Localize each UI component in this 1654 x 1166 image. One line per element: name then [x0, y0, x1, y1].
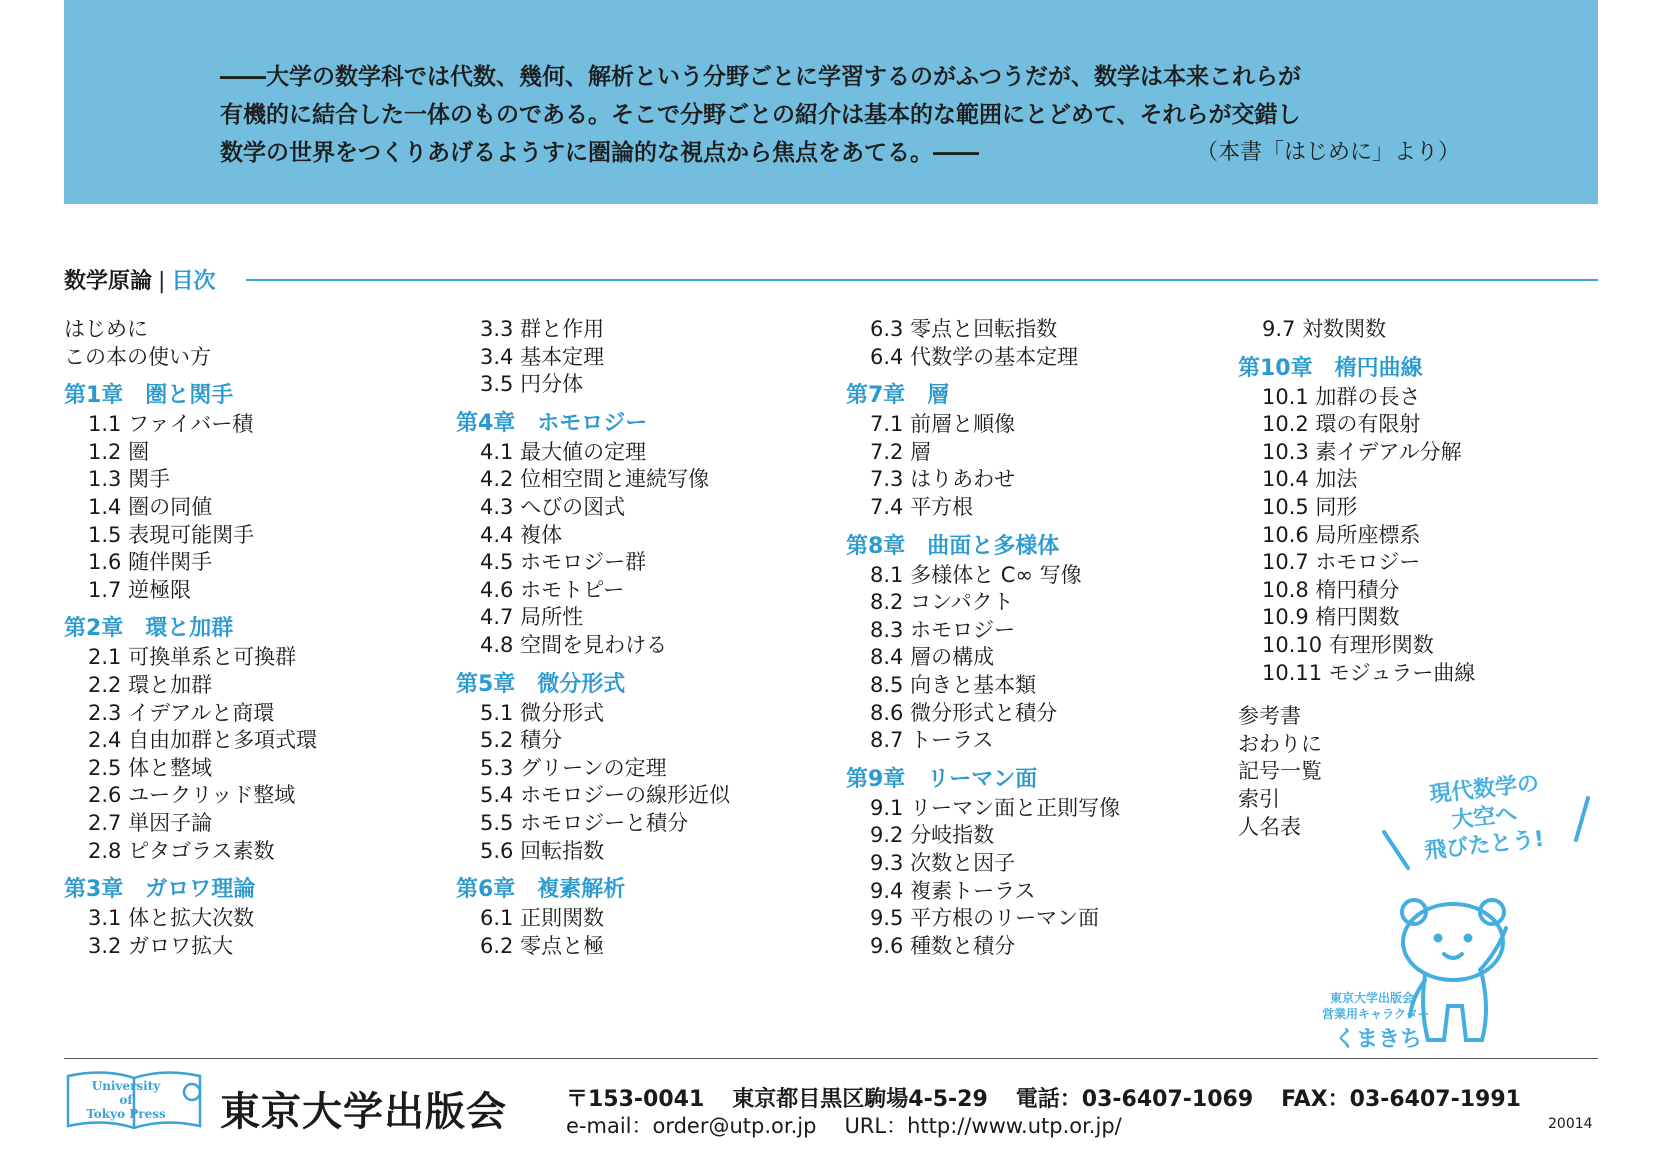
toc-entry: おわりに: [1238, 731, 1322, 756]
contact-web-line: [566, 1110, 1150, 1140]
quote-source: （本書「はじめに」より）: [1195, 140, 1460, 165]
book-title: 数学原論: [64, 269, 153, 294]
postal-code: 〒153-0041: [566, 1087, 705, 1112]
toc-entry: はじめに: [64, 317, 148, 341]
toc-entry: 10.3 素イデアル分解: [1262, 439, 1462, 464]
contact-address-line: [566, 1082, 1549, 1113]
chapter-heading: 第1章 圏と関手: [64, 383, 234, 409]
fax: FAX：03-6407-1991: [1281, 1087, 1521, 1112]
mascot-speech-3: 飛びたとう!: [1423, 826, 1546, 865]
heading-separator: |: [158, 269, 166, 294]
toc-entry: 8.2 コンパクト: [870, 590, 1014, 615]
chapter-heading: 第9章 リーマン面: [846, 766, 1038, 792]
toc-column-4: [1238, 316, 1475, 841]
toc-entry: 5.6 回転指数: [480, 838, 605, 863]
toc-entry: 7.2 層: [870, 439, 932, 464]
toc-entry: 4.1 最大値の定理: [480, 439, 647, 464]
toc-entry: 9.6 種数と積分: [870, 933, 1016, 958]
chapter-heading: 第10章 楕円曲線: [1238, 355, 1423, 381]
toc-entry: 10.4 加法: [1262, 467, 1358, 492]
toc-entry: 8.6 微分形式と積分: [870, 700, 1058, 725]
toc-entry: 1.2 圏: [88, 439, 150, 464]
logo-line-1: University: [91, 1079, 161, 1093]
url-link[interactable]: URL：http://www.utp.or.jp/: [844, 1114, 1122, 1138]
toc-entry: 2.4 自由加群と多項式環: [88, 728, 318, 753]
quote-line: ――大学の数学科では代数、幾何、解析という分野ごとに学習するのがふつうだが、数学は本来これらが: [220, 64, 1301, 90]
toc-entry: 9.1 リーマン面と正則写像: [870, 795, 1121, 820]
toc-entry: 10.7 ホモロジー: [1262, 550, 1421, 575]
toc-entry: 2.6 ユークリッド整域: [88, 783, 296, 808]
toc-column-3: [846, 316, 1120, 960]
toc-entry: 4.7 局所性: [480, 605, 584, 630]
toc-entry: 参考書: [1238, 704, 1301, 729]
mascot-caption-2: 営業用キャラクター: [1322, 1007, 1430, 1021]
toc-entry: 7.1 前層と順像: [870, 412, 1016, 437]
toc-entry: 3.5 円分体: [480, 372, 584, 397]
toc-entry: 8.3 ホモロジー: [870, 617, 1016, 642]
toc-entry: 9.5 平方根のリーマン面: [870, 906, 1100, 931]
toc-entry: 10.6 局所座標系: [1262, 522, 1421, 547]
email-link[interactable]: e-mail：order@utp.or.jp: [566, 1114, 817, 1138]
toc-entry: 1.6 随伴関手: [88, 550, 213, 575]
toc-column-1: [64, 316, 317, 960]
toc-divider: [246, 279, 1598, 281]
toc-entry: 2.2 環と加群: [88, 672, 213, 697]
toc-entry: 記号一覧: [1238, 759, 1322, 784]
toc-entry: 9.7 対数関数: [1262, 317, 1387, 341]
quote-line: 有機的に結合した一体のものである。そこで分野ごとの紹介は基本的な範囲にとどめて、それらが交錯し: [220, 102, 1301, 128]
toc-entry: 5.3 グリーンの定理: [480, 755, 667, 780]
toc-column-2: [456, 316, 730, 960]
toc-entry: 10.1 加群の長さ: [1262, 384, 1421, 409]
toc-entry: 4.3 へびの図式: [480, 494, 626, 519]
mascot-name: くまきち: [1334, 1027, 1423, 1052]
toc-entry: 10.9 楕円関数: [1262, 605, 1400, 630]
toc-entry: 2.7 単因子論: [88, 810, 213, 835]
toc-entry: 1.7 逆極限: [88, 577, 192, 602]
toc-entry: 4.8 空間を見わける: [480, 632, 668, 657]
toc-entry: 4.4 複体: [480, 522, 563, 547]
toc-entry: 6.3 零点と回転指数: [870, 317, 1058, 341]
toc-entry: 7.3 はりあわせ: [870, 467, 1016, 492]
toc-heading: [64, 264, 215, 295]
quote-line: 数学の世界をつくりあげるようすに圏論的な視点から焦点をあてる。――: [220, 140, 979, 166]
bear-mascot: [1322, 770, 1600, 1070]
catalog-code: 20014: [1548, 1116, 1593, 1132]
toc-entry: 3.4 基本定理: [480, 344, 605, 369]
intro-quote: [220, 58, 1460, 172]
toc-entry: 1.4 圏の同値: [88, 494, 213, 519]
toc-entry: 1.5 表現可能関手: [88, 522, 255, 547]
address: 東京都目黒区駒場4-5-29: [732, 1087, 988, 1112]
toc-entry: 人名表: [1238, 814, 1301, 839]
toc-entry: 8.7 トーラス: [870, 728, 994, 753]
toc-entry: 3.1 体と拡大次数: [88, 906, 255, 931]
toc-entry: 8.1 多様体と C∞ 写像: [870, 562, 1082, 587]
toc-entry: 9.2 分岐指数: [870, 823, 995, 848]
toc-entry: 2.8 ピタゴラス素数: [88, 838, 275, 863]
toc-entry: 9.4 複素トーラス: [870, 878, 1036, 903]
spacer: [1238, 687, 1475, 703]
toc-entry: 5.2 積分: [480, 728, 563, 753]
toc-entry: 6.4 代数学の基本定理: [870, 344, 1079, 369]
publisher-logo-icon: [64, 1068, 204, 1132]
chapter-heading: 第3章 ガロワ理論: [64, 877, 256, 903]
toc-entry: 10.5 同形: [1262, 494, 1358, 519]
toc-entry: 5.1 微分形式: [480, 700, 605, 725]
toc-entry: 1.1 ファイバー積: [88, 412, 254, 437]
footer-divider: [64, 1058, 1598, 1059]
toc-entry: 2.5 体と整域: [88, 755, 213, 780]
toc-entry: 10.11 モジュラー曲線: [1262, 660, 1476, 685]
publisher-name: 東京大学出版会: [220, 1089, 507, 1135]
toc-entry: 10.2 環の有限射: [1262, 412, 1421, 437]
chapter-heading: 第4章 ホモロジー: [456, 410, 648, 436]
toc-entry: 2.3 イデアルと商環: [88, 700, 275, 725]
toc-entry: この本の使い方: [64, 344, 211, 369]
toc-entry: 6.1 正則関数: [480, 906, 605, 931]
logo-line-3: Tokyo Press: [86, 1107, 166, 1121]
toc-entry: 10.8 楕円積分: [1262, 577, 1400, 602]
toc-label: 目次: [171, 269, 216, 294]
toc-entry: 9.3 次数と因子: [870, 850, 1016, 875]
toc-entry: 索引: [1238, 786, 1280, 811]
toc-entry: 4.2 位相空間と連続写像: [480, 467, 710, 492]
mascot-caption-1: 東京大学出版会: [1330, 991, 1415, 1005]
phone: 電話：03-6407-1069: [1015, 1087, 1254, 1112]
chapter-heading: 第7章 層: [846, 383, 950, 409]
toc-entry: 3.2 ガロワ拡大: [88, 933, 234, 958]
toc-entry: 4.5 ホモロジー群: [480, 550, 647, 575]
toc-entry: 4.6 ホモトピー: [480, 577, 625, 602]
toc-entry: 3.3 群と作用: [480, 317, 605, 341]
mascot-speech-1: 現代数学の: [1428, 771, 1541, 808]
toc-entry: 5.4 ホモロジーの線形近似: [480, 783, 731, 808]
toc-entry: 10.10 有理形関数: [1262, 632, 1434, 657]
toc-entry: 8.5 向きと基本類: [870, 672, 1037, 697]
logo-line-2: of: [119, 1093, 133, 1107]
toc-entry: 8.4 層の構成: [870, 645, 995, 670]
toc-entry: 6.2 零点と極: [480, 933, 605, 958]
chapter-heading: 第8章 曲面と多様体: [846, 533, 1060, 559]
toc-entry: 1.3 関手: [88, 467, 171, 492]
chapter-heading: 第6章 複素解析: [456, 877, 626, 903]
toc-entry: 2.1 可換単系と可換群: [88, 645, 297, 670]
chapter-heading: 第5章 微分形式: [456, 671, 626, 697]
mascot-speech-2: 大空へ: [1450, 801, 1519, 834]
toc-entry: 5.5 ホモロジーと積分: [480, 810, 689, 835]
chapter-heading: 第2章 環と加群: [64, 616, 234, 642]
toc-entry: 7.4 平方根: [870, 494, 974, 519]
